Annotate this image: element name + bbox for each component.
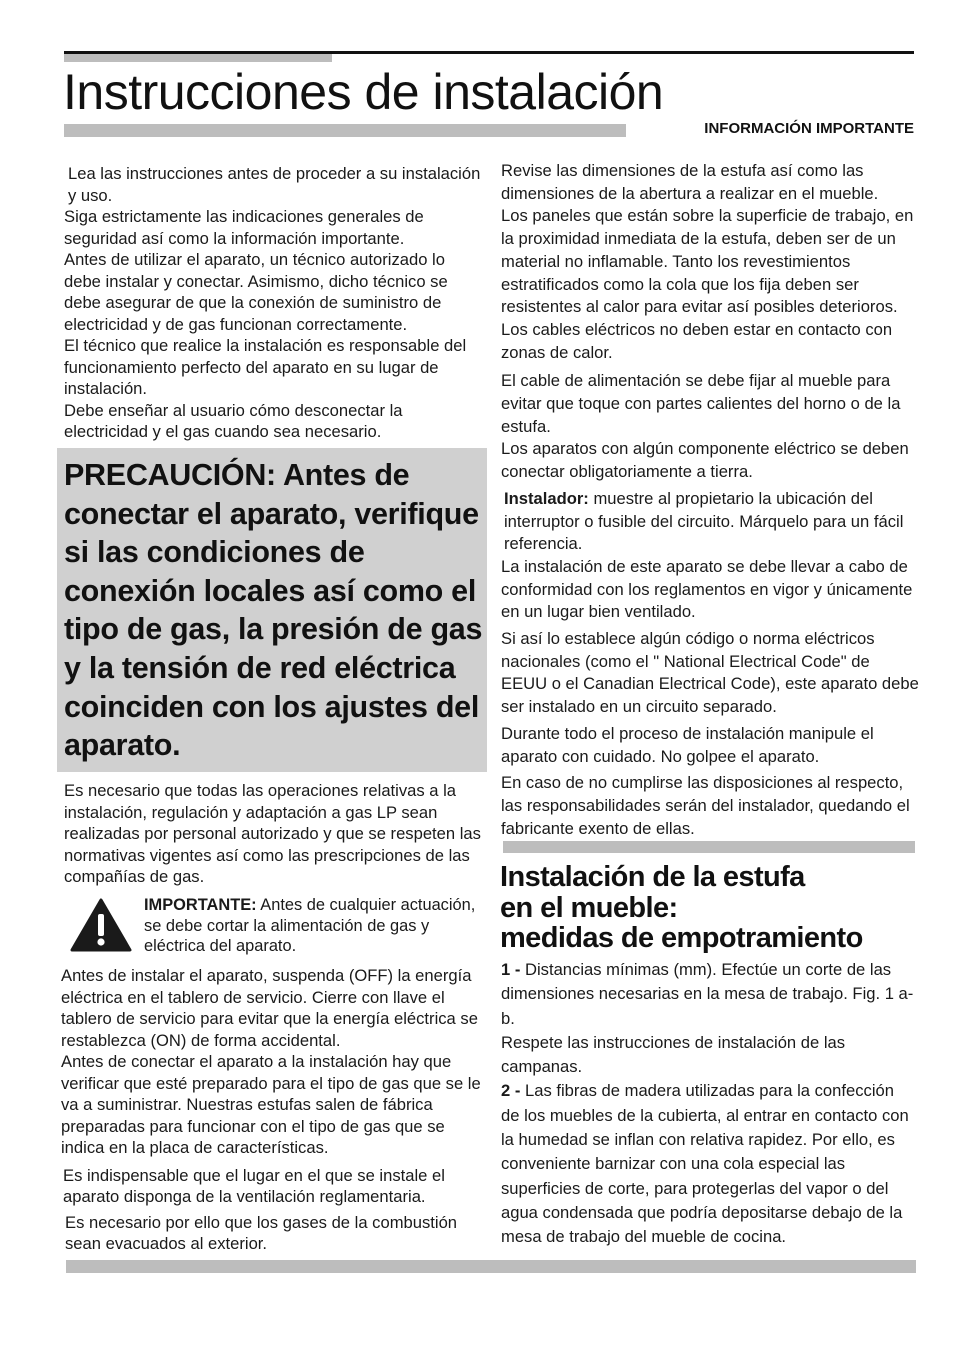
header-tab-bar	[64, 54, 332, 62]
section-label: INFORMACIÓN IMPORTANTE	[704, 120, 914, 137]
right-paragraph: Los cables eléctricos no deben estar en contacto con zonas de calor.	[501, 319, 893, 362]
section-divider-bar	[503, 841, 915, 853]
numbered-item-1	[501, 958, 916, 1031]
installer-note	[501, 488, 919, 556]
section-heading-line: medidas de empotramiento	[500, 922, 863, 954]
footer-bar	[66, 1260, 916, 1273]
lower-paragraph: Antes de conectar el aparato a la instalación hay que verificar que esté preparado para el tipo de gas que se le va a suministrar. Nuestras estufas salen de fábrica preparadas para funcionar con el tipo de gas que se indica en la placa de características.	[61, 1052, 481, 1157]
intro-paragraph: El técnico que realice la instalación es responsable del funcionamiento perfecto del aparato en su lugar de instalación.	[64, 336, 467, 398]
right-upper	[501, 160, 919, 840]
right-paragraph: Si así lo establece algún código o norma eléctricos nacionales (como el " National Electrical Code" de EEUU o el Canadian Electrical Code), este aparato debe ser instalado en un circuito separado.	[501, 629, 919, 717]
intro-paragraph: Lea las instrucciones antes de proceder a su instalación y uso.	[68, 164, 481, 205]
installer-text: muestre al propietario la ubicación del interruptor o fusible del circuito. Márquelo para un fácil referencia.	[504, 488, 904, 554]
item-number: 2 -	[501, 1081, 521, 1101]
item-note: Respete las instrucciones de instalación de las campanas.	[501, 1032, 846, 1077]
right-paragraph: Los aparatos con algún componente eléctrico se deben conectar obligatoriamente a tierra.	[501, 439, 909, 482]
intro-paragraph: Antes de utilizar el aparato, un técnico autorizado lo debe instalar y conectar. Asimismo, dicho técnico se debe asegurar de que la conexión de suministro de electricidad y de gas funcionan correctamente.	[64, 250, 448, 334]
right-lower	[501, 958, 916, 1250]
important-note	[144, 895, 484, 957]
left-intro	[64, 163, 484, 443]
installer-label: Instalador:	[504, 488, 589, 508]
right-paragraph: Los paneles que están sobre la superficie de trabajo, en la proximidad inmediata de la estufa, deben ser de un material no inflamable. Tanto los revestimientos estratificados como la cola que los fija deben ser resistentes al calor para evitar así posibles deterioros.	[501, 206, 914, 317]
page-title: Instrucciones de instalación	[63, 64, 664, 120]
gas-lp-paragraph-block	[64, 780, 484, 888]
lower-paragraph: Es indispensable que el lugar en el que se instale el aparato disponga de la ventilación reglamentaria.	[63, 1165, 445, 1206]
item-text: Las fibras de madera utilizadas para la confección de los muebles de la cubierta, al entrar en contacto con la humedad se inflan con relativa rapidez. Por ello, es conveniente barnizar con una cola especial las superficies de corte, para protegerlas del vapor o del agua condensada que podría depositarse debajo de la mesa de trabajo del mueble de cocina.	[501, 1081, 909, 1247]
gas-lp-paragraph: Es necesario que todas las operaciones relativas a la instalación, regulación y adaptación a gas LP sean realizadas por personal autorizado y que se respeten las normativas vigentes así como las prescripciones de las compañías de gas.	[64, 781, 481, 886]
caution-text: PRECAUCIÓN: Antes de conectar el aparato, verifique si las condiciones de conexión locales así como el tipo de gas, la presión de gas y la tensión de red eléctrica coinciden con los ajustes del aparato.	[64, 458, 483, 763]
right-paragraph: En caso de no cumplirse las disposiciones al respecto, las responsabilidades serán del instalador, quedando el fabricante exento de ellas.	[501, 773, 910, 838]
important-text: Antes de cualquier actuación, se debe cortar la alimentación de gas y eléctrica del aparato.	[144, 896, 476, 955]
left-lower	[61, 965, 483, 1255]
numbered-item-2	[501, 1079, 916, 1249]
intro-paragraph: Siga estrictamente las indicaciones generales de seguridad así como la información importante.	[64, 207, 424, 248]
section-heading-line: Instalación de la estufa	[500, 861, 805, 893]
warning-triangle-icon	[70, 898, 132, 952]
right-paragraph: La instalación de este aparato se debe llevar a cabo de conformidad con los reglamentos en vigor y únicamente en un lugar bien ventilado.	[501, 556, 913, 622]
lower-paragraph: Antes de instalar el aparato, suspenda (OFF) la energía eléctrica en el tablero de servicio. Cierre con llave el tablero de servicio para evitar que la energía eléctrica se restablezca (ON) de forma accidental.	[61, 966, 478, 1050]
important-label: IMPORTANTE:	[144, 896, 257, 914]
item-text: Distancias mínimas (mm). Efectúe un corte de las dimensiones necesarias en la mesa de trabajo. Fig. 1 a-b.	[501, 960, 914, 1028]
section-heading-line: en el mueble:	[500, 891, 678, 924]
right-paragraph: Revise las dimensiones de la estufa así como las dimensiones de la abertura a realizar en el mueble.	[501, 161, 879, 203]
title-underline-bar	[64, 124, 626, 137]
right-paragraph: Durante todo el proceso de instalación manipule el aparato con cuidado. No golpee el aparato.	[501, 723, 874, 766]
intro-paragraph: Debe enseñar al usuario cómo desconectar la electricidad y el gas cuando sea necesario.	[64, 400, 403, 441]
right-paragraph: El cable de alimentación se debe fijar al mueble para evitar que toque con partes calientes del horno o de la estufa.	[501, 371, 901, 436]
section-heading	[500, 862, 920, 954]
item-number: 1 -	[501, 960, 521, 979]
lower-paragraph: Es necesario por ello que los gases de la combustión sean evacuados al exterior.	[65, 1212, 458, 1253]
